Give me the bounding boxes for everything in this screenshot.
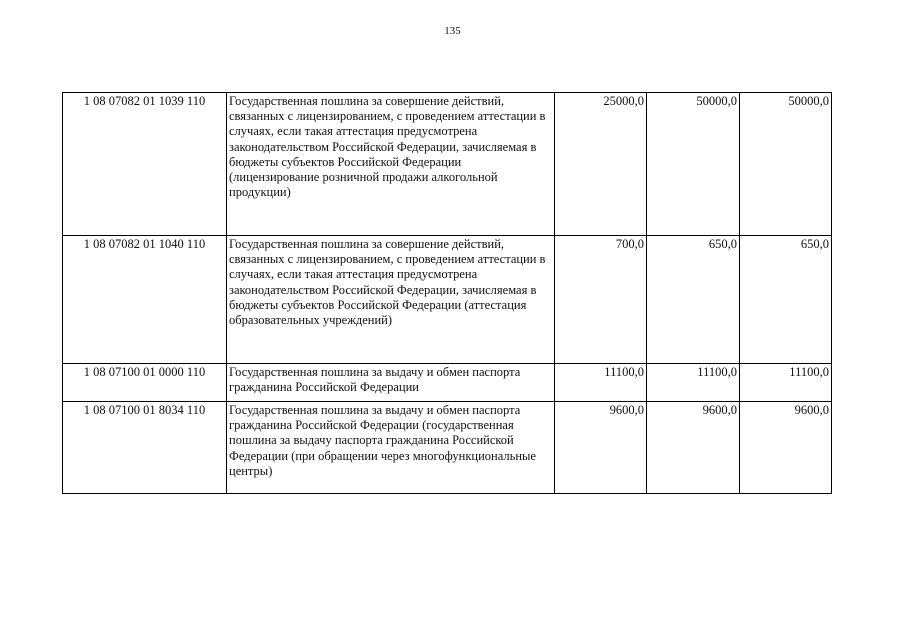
- table-row: [63, 402, 832, 494]
- amount-cell: 50000,0: [740, 93, 832, 236]
- amount-cell: 50000,0: [647, 93, 740, 236]
- amount-cell: 9600,0: [555, 402, 647, 494]
- amount-cell: 9600,0: [740, 402, 832, 494]
- amount-cell: 25000,0: [555, 93, 647, 236]
- revenue-name-cell: Государственная пошлина за совершение действий, связанных с лицензированием, с проведением аттестации в случаях, если такая аттестация предусмотрена законодательством Российской Федерации, зачисляемая в бюджеты субъектов Российской Федерации (аттестация образовательных учреждений): [227, 236, 555, 364]
- table-row: [63, 236, 832, 364]
- amount-cell: 700,0: [555, 236, 647, 364]
- classification-code-cell: 1 08 07100 01 8034 110: [63, 402, 227, 494]
- revenue-name-cell: Государственная пошлина за совершение действий, связанных с лицензированием, с проведением аттестации в случаях, если такая аттестация предусмотрена законодательством Российской Федерации, зачисляемая в бюджеты субъектов Российской Федерации (лицензирование розничной продажи алкогольной продукции): [227, 93, 555, 236]
- revenue-name-cell: Государственная пошлина за выдачу и обмен паспорта гражданина Российской Федерации: [227, 364, 555, 402]
- page-number: 135: [444, 25, 461, 37]
- table-row: [63, 93, 832, 236]
- classification-code-cell: 1 08 07082 01 1039 110: [63, 93, 227, 236]
- classification-code-cell: 1 08 07082 01 1040 110: [63, 236, 227, 364]
- amount-cell: 11100,0: [555, 364, 647, 402]
- amount-cell: 650,0: [740, 236, 832, 364]
- amount-cell: 11100,0: [647, 364, 740, 402]
- amount-cell: 9600,0: [647, 402, 740, 494]
- table-row: [63, 364, 832, 402]
- revenue-name-cell: Государственная пошлина за выдачу и обмен паспорта гражданина Российской Федерации (государственная пошлина за выдачу паспорта гражданина Российской Федерации (при обращении через многофункциональные центры): [227, 402, 555, 494]
- classification-code-cell: 1 08 07100 01 0000 110: [63, 364, 227, 402]
- amount-cell: 11100,0: [740, 364, 832, 402]
- budget-revenue-table: [62, 92, 832, 494]
- amount-cell: 650,0: [647, 236, 740, 364]
